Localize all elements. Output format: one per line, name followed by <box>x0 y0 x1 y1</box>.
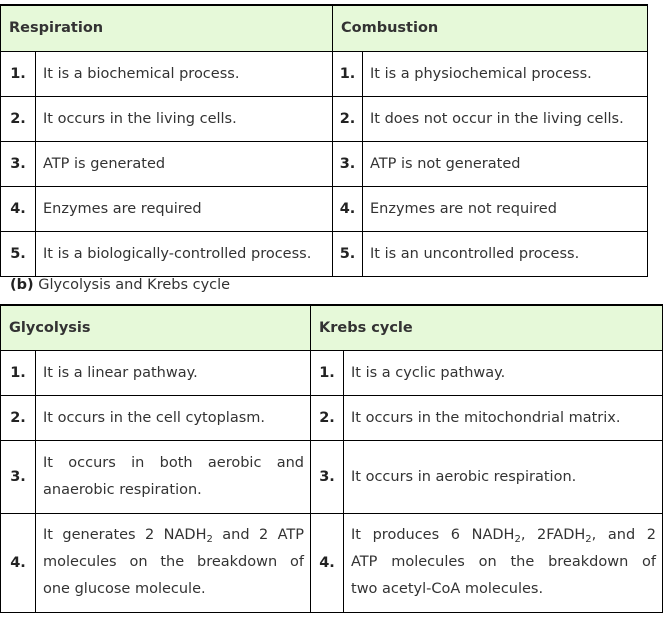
row-number: 2. <box>311 395 344 440</box>
text-fragment: and 2 ATP <box>212 527 305 543</box>
table-row <box>1 96 648 141</box>
glycolysis-cell <box>36 513 311 612</box>
combustion-cell: Enzymes are not required <box>363 186 648 231</box>
krebs-cell: It is a cyclic pathway. <box>344 350 663 395</box>
text-fragment: It produces 6 NADH <box>351 527 515 543</box>
respiration-cell: It is a biologically-controlled process. <box>36 231 333 276</box>
glycolysis-cell <box>36 440 311 513</box>
glycolysis-cell: It occurs in the cell cytoplasm. <box>36 395 311 440</box>
krebs-cell: It occurs in the mitochondrial matrix. <box>344 395 663 440</box>
header-glycolysis: Glycolysis <box>1 305 311 350</box>
table-row <box>1 141 648 186</box>
subscript: 2 <box>514 534 521 545</box>
respiration-cell: Enzymes are required <box>36 186 333 231</box>
row-number: 2. <box>1 395 36 440</box>
row-number: 3. <box>1 440 36 513</box>
caption-text: Glycolysis and Krebs cycle <box>33 277 231 293</box>
respiration-combustion-table <box>0 4 648 277</box>
caption-label: (b) <box>10 277 34 293</box>
combustion-cell: ATP is not generated <box>363 141 648 186</box>
row-number: 5. <box>333 231 363 276</box>
table-row <box>1 395 663 440</box>
row-number: 5. <box>1 231 36 276</box>
combustion-cell: It is a physiochemical process. <box>363 51 648 96</box>
cell-line: one glucose molecule. <box>43 581 206 597</box>
combustion-cell: It is an uncontrolled process. <box>363 231 648 276</box>
section-caption <box>10 277 230 293</box>
text-fragment: It generates 2 NADH <box>43 527 207 543</box>
table-row <box>1 440 663 513</box>
respiration-cell: It occurs in the living cells. <box>36 96 333 141</box>
krebs-cell: It occurs in aerobic respiration. <box>344 440 663 513</box>
row-number: 2. <box>333 96 363 141</box>
respiration-cell: ATP is generated <box>36 141 333 186</box>
row-number: 4. <box>311 513 344 612</box>
row-number: 1. <box>333 51 363 96</box>
header-krebs-cycle: Krebs cycle <box>311 305 663 350</box>
cell-line <box>351 527 656 543</box>
subscript: 2 <box>206 534 213 545</box>
table-row <box>1 51 648 96</box>
row-number: 4. <box>1 186 36 231</box>
header-respiration: Respiration <box>1 5 333 51</box>
table-header-row <box>1 305 663 350</box>
cell-line: It occurs in both aerobic and <box>43 454 305 471</box>
text-fragment: , and 2 <box>591 527 657 543</box>
cell-line <box>43 527 304 543</box>
row-number: 3. <box>333 141 363 186</box>
table-row <box>1 186 648 231</box>
cell-line: anaerobic respiration. <box>43 481 202 498</box>
cell-line: ATP molecules on the breakdown of <box>351 554 657 570</box>
cell-line: two acetyl-CoA molecules. <box>351 581 544 597</box>
row-number: 3. <box>311 440 344 513</box>
row-number: 2. <box>1 96 36 141</box>
header-combustion: Combustion <box>333 5 648 51</box>
row-number: 1. <box>1 350 36 395</box>
combustion-cell: It does not occur in the living cells. <box>363 96 648 141</box>
row-number: 4. <box>1 513 36 612</box>
table-row <box>1 231 648 276</box>
text-fragment: , 2FADH <box>520 527 586 543</box>
table-row <box>1 513 663 612</box>
cell-line: molecules on the breakdown of <box>43 554 305 570</box>
glycolysis-krebs-table <box>0 304 663 613</box>
respiration-cell: It is a biochemical process. <box>36 51 333 96</box>
table-header-row <box>1 5 648 51</box>
glycolysis-cell: It is a linear pathway. <box>36 350 311 395</box>
subscript: 2 <box>585 534 592 545</box>
row-number: 3. <box>1 141 36 186</box>
krebs-cell <box>344 513 663 612</box>
row-number: 4. <box>333 186 363 231</box>
row-number: 1. <box>1 51 36 96</box>
table-row <box>1 350 663 395</box>
row-number: 1. <box>311 350 344 395</box>
